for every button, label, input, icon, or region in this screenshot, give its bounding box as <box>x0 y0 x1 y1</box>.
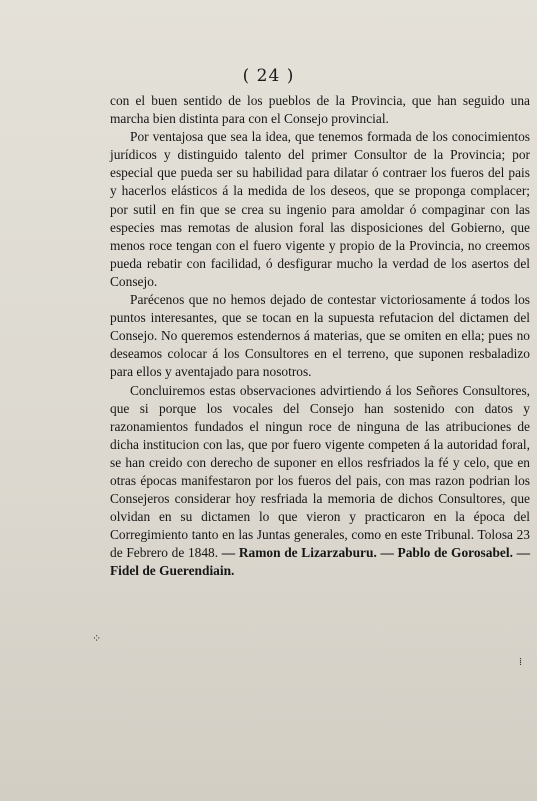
body-text <box>110 92 530 581</box>
margin-mark: ⁞ <box>519 655 523 668</box>
paragraph-4 <box>110 382 530 581</box>
paragraph-4-text: Concluiremos estas observaciones advirtiendo á los Señores Consultores, que si porque los vocales del Consejo han sostenido con datos y razonamientos fundados el ningun roce de ninguna de las atribuciones de dicha institucion con las, que por fuero vigente competen á la autoridad foral, se han creido con derecho de suponer en ellos resfriados la fé y celo, que en otras épocas manifestaron por los fueros del pais, con mas razon podrian los Consejeros considerar hoy resfriada la memoria de dichos Consultores, que olvidan en su dictamen lo que vieron y practicaron en la época del Corregimiento tanto en las Juntas generales, como en este Tribunal. Tolosa 23 de Febrero de 1848. <box>110 382 530 561</box>
signatures: — Ramon de Lizarzaburu. — Pablo de Gorosabel. — Fidel de Guerendiain. <box>110 545 530 579</box>
paragraph-2: Por ventajosa que sea la idea, que tenemos formada de los conocimientos jurídicos y distinguido talento del primer Consultor de la Provincia; por especial que pueda ser su habilidad para dilatar ó contraer los fueros del pais y hacerlos elásticos á la medida de los deseos, que se proponga complacer; por sutil en fin que se crea su ingenio para amoldar ó compaginar con las especies mas remotas de alusion foral las disposiciones del Gobierno, que menos roce tengan con el fuero vigente y propio de la Provincia, no creemos pueda rebatir con facilidad, ó desfigurar mucho la verdad de los asertos del Consejo. <box>110 129 530 289</box>
paragraph-1: con el buen sentido de los pueblos de la Provincia, que han seguido una marcha bien distinta para con el Consejo provincial. <box>110 93 530 127</box>
margin-mark: ⁘ <box>92 632 102 645</box>
page-number: ( 24 ) <box>242 66 295 86</box>
paragraph-3: Parécenos que no hemos dejado de contestar victoriosamente á todos los puntos interesantes, que se tocan en la supuesta refutacion del dictamen del Consejo. No queremos estendernos á materias, que se omiten en ella; pues no deseamos colocar á los Consultores en el terreno, que suponen resbaladizo para ellos y aventajado para nosotros. <box>110 292 530 380</box>
